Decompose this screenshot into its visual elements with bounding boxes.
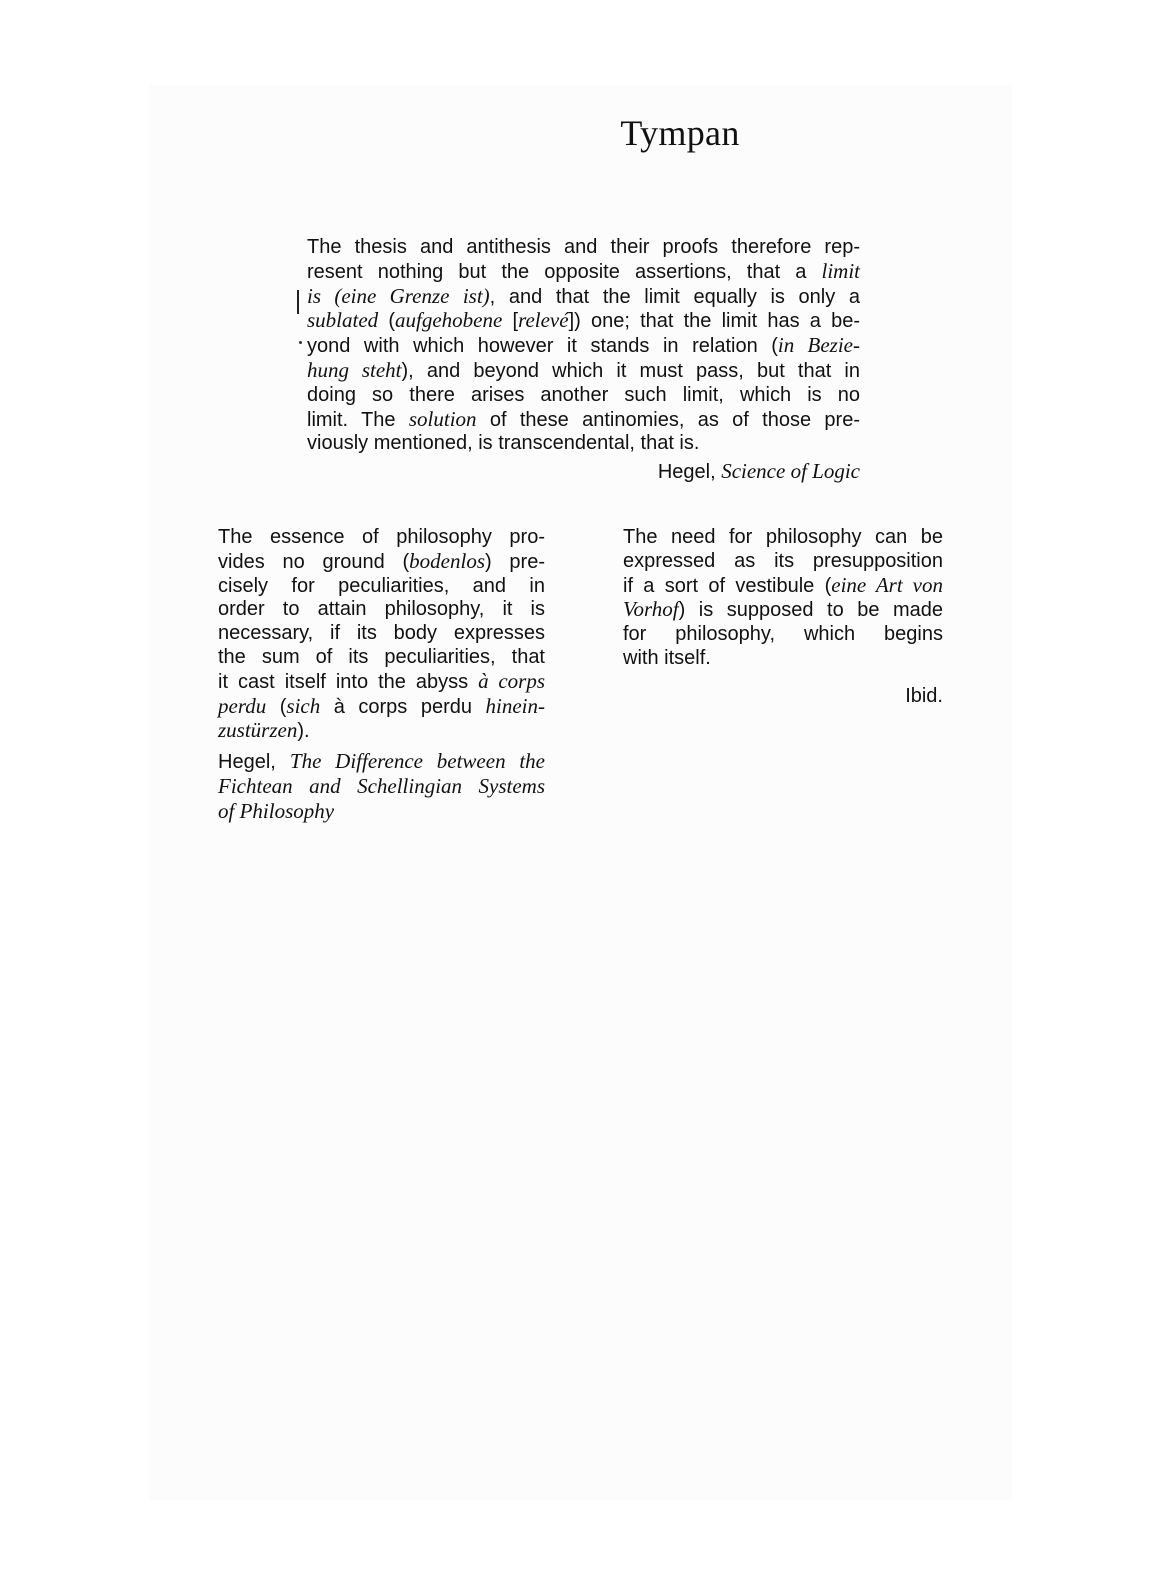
- quote-line: cisely for peculiarities, and in: [218, 574, 545, 597]
- right-column-attribution: Ibid.: [905, 684, 943, 707]
- quote-line: if a sort of vestibule (eine Art von: [623, 572, 943, 597]
- quote-line: The essence of philosophy pro-: [218, 526, 545, 548]
- epigraph-line: resent nothing but the opposite assertions, that a limit: [307, 258, 860, 283]
- quote-line: with itself.: [623, 646, 711, 669]
- right-column-quote: [623, 526, 943, 709]
- quote-line: it cast itself into the abyss à corps: [218, 668, 546, 693]
- epigraph-line: doing so there arises another such limit, which is no: [307, 383, 860, 406]
- epigraph-attribution: Hegel, Science of Logic: [657, 459, 860, 484]
- margin-dot: [299, 341, 302, 344]
- quote-line: zustürzen).: [218, 718, 310, 743]
- epigraph-quote: [307, 236, 860, 485]
- quote-line: Vorhof) is supposed to be made: [623, 597, 943, 622]
- attribution-line: Hegel, The Difference between the: [218, 749, 545, 774]
- attribution-line: Fichtean and Schellingian Systems: [218, 773, 545, 798]
- quote-line: expressed as its presupposition: [623, 549, 943, 572]
- epigraph-line: hung steht), and beyond which it must pass, but that in: [307, 357, 860, 382]
- epigraph-line: yond with which however it stands in relation (in Bezie-: [307, 333, 860, 358]
- left-column-attribution: [218, 750, 545, 824]
- epigraph-line: viously mentioned, is transcendental, that is.: [307, 432, 700, 455]
- quote-line: perdu (sich à corps perdu hinein-: [218, 693, 545, 718]
- quote-line: necessary, if its body expresses: [218, 622, 545, 645]
- left-column-quote: [218, 526, 545, 825]
- quote-line: the sum of its peculiarities, that: [218, 645, 545, 668]
- epigraph-line: sublated (aufgehobene [relevé]) one; that the limit has a be-: [307, 308, 860, 333]
- quote-line: The need for philosophy can be: [623, 526, 943, 548]
- epigraph-line: limit. The solution of these antinomies, as of those pre-: [307, 406, 860, 431]
- epigraph-line: is (eine Grenze ist), and that the limit equally is only a: [307, 283, 860, 308]
- page-title: Tympan: [620, 113, 740, 153]
- margin-mark: [297, 290, 299, 314]
- quote-line: vides no ground (bodenlos) pre-: [218, 548, 545, 573]
- attribution-line: of Philosophy: [218, 798, 335, 823]
- quote-line: for philosophy, which begins: [623, 623, 943, 646]
- quote-line: order to attain philosophy, it is: [218, 598, 545, 621]
- epigraph-line: The thesis and antithesis and their proofs therefore rep-: [307, 236, 860, 258]
